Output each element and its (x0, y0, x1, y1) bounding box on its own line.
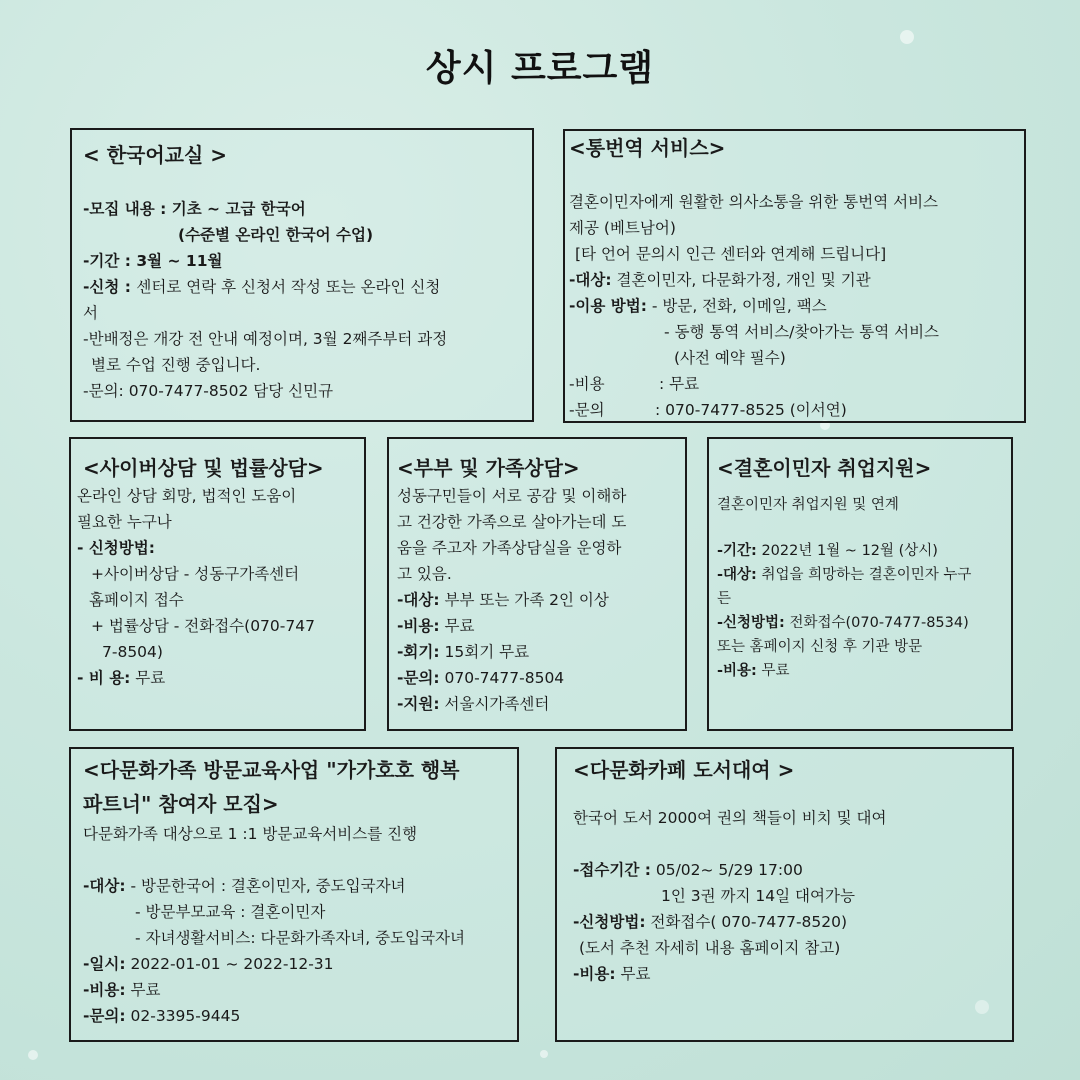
card-line: -접수기간 : 05/02~ 5/29 17:00 (573, 861, 803, 879)
card-line: -일시: 2022-01-01 ~ 2022-12-31 (83, 955, 334, 973)
card-line: -비용: 무료 (83, 981, 161, 999)
card-line: 다문화가족 대상으로 1 :1 방문교육서비스를 진행 (83, 825, 418, 843)
card-line: -비용: 무료 (397, 617, 475, 635)
card-heading: 파트너" 참여자 모집> (83, 792, 279, 816)
card-line: -반배정은 개강 전 안내 예정이며, 3월 2째주부터 과정 (83, 330, 448, 348)
interpretation-card (563, 129, 1026, 423)
card-line: - 신청방법: (77, 539, 155, 557)
card-line: 서 (83, 304, 98, 322)
card-heading: <다문화카페 도서대여 > (573, 758, 795, 782)
family-counseling-card (387, 437, 687, 731)
card-line: -문의: 02-3395-9445 (83, 1007, 241, 1025)
book-rental-card (555, 747, 1014, 1042)
card-line: 결혼이민자에게 원활한 의사소통을 위한 통번역 서비스 (569, 193, 939, 211)
card-line: 제공 (베트남어) (569, 219, 676, 237)
card-line: 홈페이지 접수 (89, 591, 184, 609)
card-line: -문의: 070-7477-8504 (397, 669, 565, 687)
card-line: 고 있음. (397, 565, 452, 583)
card-heading: <다문화가족 방문교육사업 "가가호호 행복 (83, 758, 460, 782)
job-support-card (707, 437, 1013, 731)
card-line: (사전 예약 필수) (674, 349, 786, 367)
card-line: 7-8504) (102, 643, 163, 661)
card-heading: <통번역 서비스> (569, 136, 726, 160)
card-line: +사이버상담 - 성동구가족센터 (91, 565, 300, 583)
card-line: 필요한 누구나 (77, 513, 172, 531)
card-line: -지원: 서울시가족센터 (397, 695, 550, 713)
card-line: -대상: - 방문한국어 : 결혼이민자, 중도입국자녀 (83, 877, 406, 895)
card-heading: <부부 및 가족상담> (397, 456, 580, 480)
card-line: -비용: 무료 (717, 663, 790, 679)
card-line: - 자녀생활서비스: 다문화가족자녀, 중도입국자녀 (135, 929, 465, 947)
card-line: - 방문부모교육 : 결혼이민자 (135, 903, 326, 921)
card-line: 결혼이민자 취업지원 및 연계 (717, 497, 899, 513)
card-line: -신청방법: 전화접수(070-7477-8534) (717, 615, 969, 631)
page-title: 상시 프로그램 (425, 48, 655, 89)
card-line: 성동구민들이 서로 공감 및 이해하 (397, 487, 627, 505)
card-line: -비용 : 무료 (569, 375, 700, 393)
card-line: -비용: 무료 (573, 965, 651, 983)
card-line: 별로 수업 진행 중입니다. (91, 356, 261, 374)
card-line: (수준별 온라인 한국어 수업) (178, 226, 374, 244)
cyber-legal-counseling-card (69, 437, 366, 731)
card-line: -문의 : 070-7477-8525 (이서연) (569, 401, 847, 419)
visiting-education-card (69, 747, 519, 1042)
korean-class-card (70, 128, 534, 422)
card-line: -대상: 결혼이민자, 다문화가정, 개인 및 기관 (569, 271, 871, 289)
card-line: -모집 내용 : 기초 ~ 고급 한국어 (83, 200, 306, 218)
card-line: 또는 홈페이지 신청 후 기관 방문 (717, 639, 923, 655)
card-line: 온라인 상담 회망, 법적인 도움이 (77, 487, 297, 505)
card-line: -이용 방법: - 방문, 전화, 이메일, 팩스 (569, 297, 827, 315)
card-heading: <사이버상담 및 법률상담> (83, 456, 324, 480)
card-line: 1인 3권 까지 14일 대여가능 (661, 887, 855, 905)
card-line: [타 언어 문의시 인근 센터와 연계해 드립니다] (575, 245, 887, 263)
card-heading: <결혼이민자 취업지원> (717, 456, 932, 480)
card-line: -기간 : 3월 ~ 11월 (83, 252, 223, 270)
card-line: 한국어 도서 2000여 권의 책들이 비치 및 대여 (573, 809, 887, 827)
card-line: + 법률상담 - 전화접수(070-747 (91, 617, 315, 635)
card-line: 든 (717, 591, 732, 607)
card-line: -대상: 취업을 희망하는 결혼이민자 누구 (717, 567, 972, 583)
card-line: -회기: 15회기 무료 (397, 643, 530, 661)
card-line: - 비 용: 무료 (77, 669, 166, 687)
card-line: -기간: 2022년 1월 ~ 12월 (상시) (717, 543, 938, 559)
card-line: -신청 : 센터로 연락 후 신청서 작성 또는 온라인 신청 (83, 278, 441, 296)
card-line: 고 건강한 가족으로 살아가는데 도 (397, 513, 627, 531)
card-line: -대상: 부부 또는 가족 2인 이상 (397, 591, 609, 609)
decor-dot (540, 1050, 548, 1058)
card-line: - 동행 통역 서비스/찾아가는 통역 서비스 (664, 323, 940, 341)
card-heading: < 한국어교실 > (83, 143, 228, 167)
card-line: -신청방법: 전화접수( 070-7477-8520) (573, 913, 848, 931)
card-line: (도서 추천 자세히 내용 홈페이지 참고) (579, 939, 841, 957)
card-line: -문의: 070-7477-8502 담당 신민규 (83, 382, 334, 400)
decor-dot (28, 1050, 38, 1060)
card-line: 움을 주고자 가족상담실을 운영하 (397, 539, 622, 557)
